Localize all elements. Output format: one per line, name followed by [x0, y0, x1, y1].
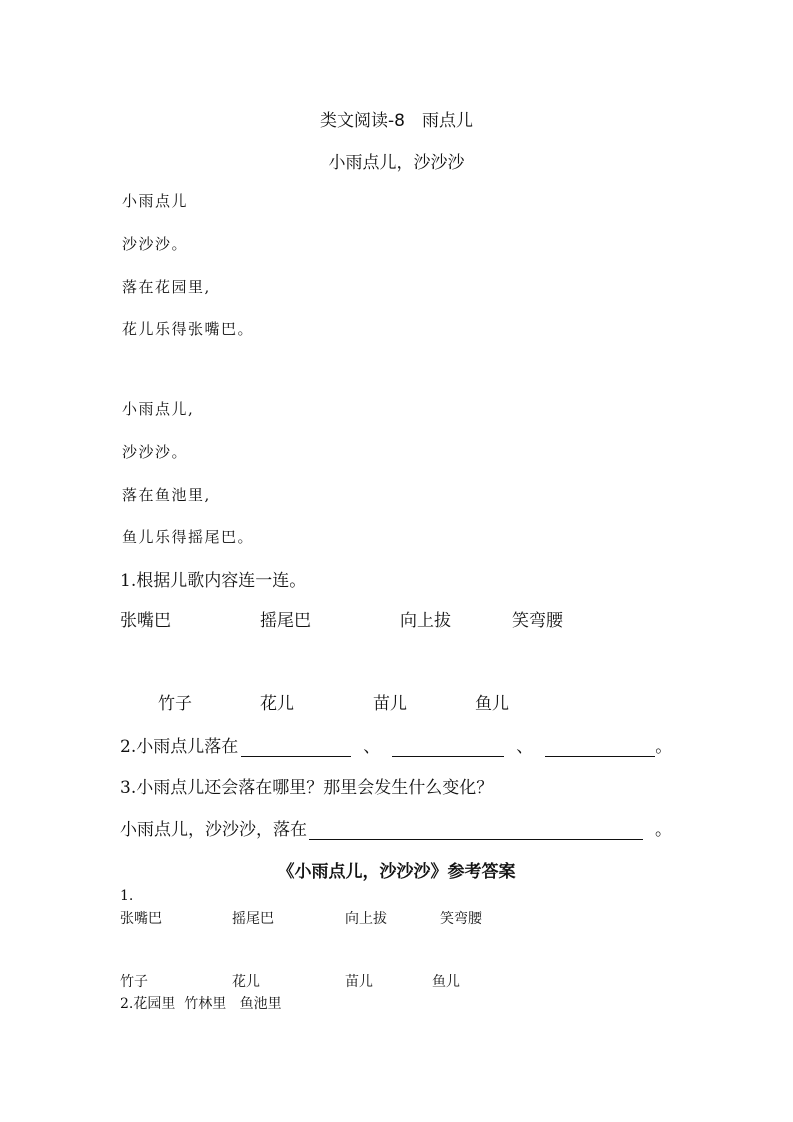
poem-line: 花儿乐得张嘴巴。: [122, 320, 255, 338]
answer-blank-2[interactable]: [392, 738, 504, 757]
page-title: 类文阅读-8 雨点儿: [320, 111, 473, 131]
question-2-prefix: 2.小雨点儿落在: [120, 737, 239, 757]
answer-word: 苗儿: [345, 974, 373, 990]
poem-line: 沙沙沙。: [122, 235, 189, 253]
answer-word: 鱼儿: [432, 974, 460, 990]
answer-1-label: 1.: [120, 888, 134, 904]
question-3-prefix: 小雨点儿，沙沙沙，落在: [120, 820, 307, 840]
question-3-prompt: 3.小雨点儿还会落在哪里？那里会发生什么变化？: [120, 778, 494, 798]
answer-word: 向上拔: [345, 911, 387, 927]
match-word: 竹子: [158, 694, 192, 714]
match-word: 花儿: [260, 694, 294, 714]
answer-word: 摇尾巴: [232, 911, 274, 927]
answer-word: 花儿: [232, 974, 260, 990]
match-word: 笑弯腰: [512, 611, 563, 631]
match-word: 苗儿: [373, 694, 407, 714]
match-word: 摇尾巴: [260, 611, 311, 631]
end-mark: 。: [655, 737, 673, 757]
question-2: [120, 732, 672, 757]
separator: 、: [363, 737, 381, 757]
answer-blank-1[interactable]: [241, 738, 351, 757]
question-1-prompt: 1.根据儿歌内容连一连。: [120, 571, 307, 591]
poem-line: 鱼儿乐得摇尾巴。: [122, 528, 255, 546]
match-word: 向上拔: [400, 611, 451, 631]
end-mark: 。: [655, 820, 672, 840]
answer-key-title: 《小雨点儿，沙沙沙》参考答案: [277, 862, 516, 882]
separator: 、: [516, 737, 534, 757]
match-word: 张嘴巴: [120, 611, 171, 631]
poem-line: 落在花园里,: [122, 278, 211, 296]
answer-word: 笑弯腰: [440, 911, 482, 927]
answer-blank-3[interactable]: [545, 738, 655, 757]
answer-2: 2.花园里 竹林里 鱼池里: [120, 996, 282, 1012]
answer-word: 竹子: [120, 974, 148, 990]
match-word: 鱼儿: [475, 694, 509, 714]
answer-blank-4[interactable]: [309, 821, 643, 840]
poem-title: 小雨点儿，沙沙沙: [328, 153, 465, 173]
poem-line: 落在鱼池里,: [122, 486, 211, 504]
question-3-answer-line: [120, 815, 672, 840]
poem-line: 小雨点儿,: [122, 400, 195, 418]
poem-line: 沙沙沙。: [122, 443, 189, 461]
answer-word: 张嘴巴: [120, 911, 162, 927]
poem-line: 小雨点儿: [122, 192, 189, 210]
